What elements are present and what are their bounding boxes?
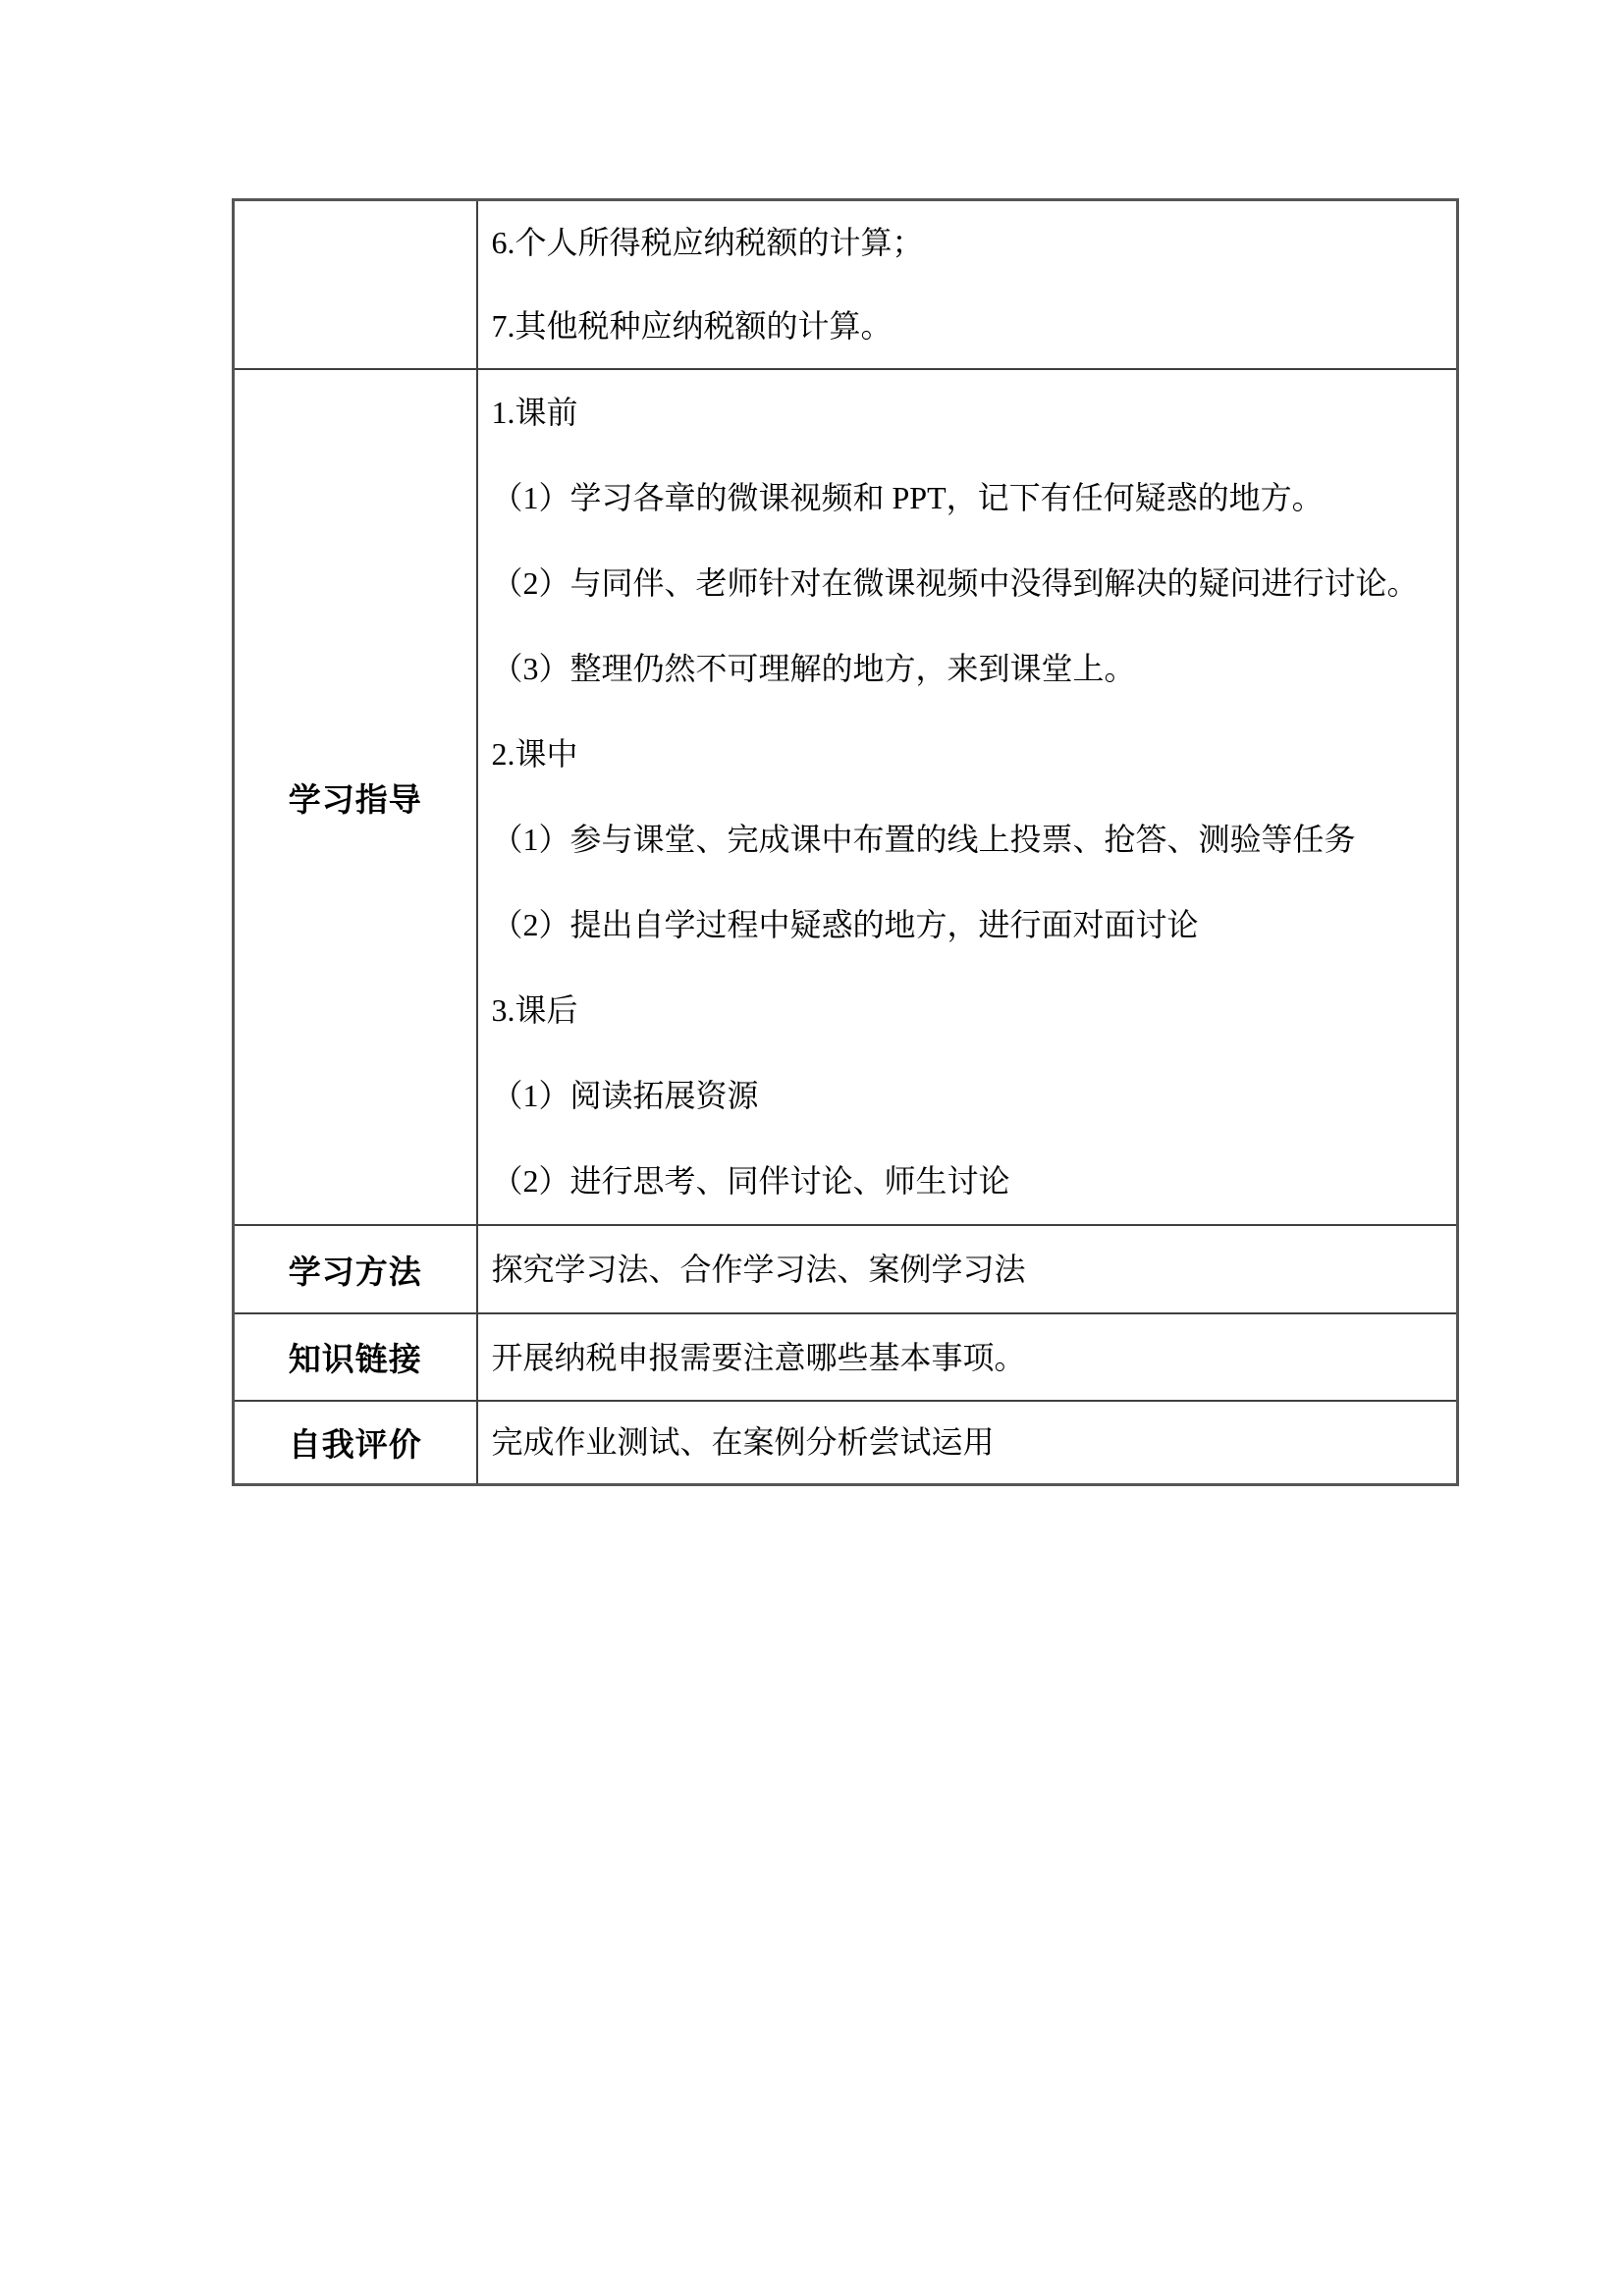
row-label: 自我评价 xyxy=(288,1427,422,1464)
content-lines xyxy=(492,370,1451,1224)
row-label: 学习指导 xyxy=(288,782,422,819)
row-content-cell xyxy=(477,1225,1458,1313)
table-row-study-guidance xyxy=(234,369,1458,1225)
row-content-cell xyxy=(477,200,1458,370)
row-content-cell xyxy=(477,1401,1458,1484)
content-line: 6.个人所得税应纳税额的计算； xyxy=(491,225,924,260)
content-line: （3）整理仍然不可理解的地方，来到课堂上。 xyxy=(491,651,1136,686)
table-row-knowledge-links xyxy=(234,1313,1458,1401)
row-label-cell xyxy=(234,1225,477,1313)
row-content-cell xyxy=(477,369,1458,1225)
content-line: （1）参与课堂、完成课中布置的线上投票、抢答、测验等任务 xyxy=(491,822,1356,857)
row-label-cell xyxy=(234,369,477,1225)
row-label-cell xyxy=(234,1401,477,1484)
content-line: 1.课前 xyxy=(491,395,578,430)
row-content-cell xyxy=(477,1313,1458,1401)
content-line: （2）与同伴、老师针对在微课视频中没得到解决的疑问进行讨论。 xyxy=(491,565,1419,601)
study-guide-table xyxy=(232,198,1459,1486)
row-label-cell-empty xyxy=(234,200,477,370)
row-label: 学习方法 xyxy=(288,1255,422,1291)
content-line: （2）提出自学过程中疑惑的地方，进行面对面讨论 xyxy=(491,907,1199,942)
content-line: 3.课后 xyxy=(491,992,578,1028)
table-row-continued xyxy=(234,200,1458,370)
row-label: 知识链接 xyxy=(288,1343,422,1378)
table-row-self-evaluation xyxy=(234,1401,1458,1484)
content-lines xyxy=(492,201,1451,368)
content-line: （1）学习各章的微课视频和 PPT，记下有任何疑惑的地方。 xyxy=(491,480,1324,515)
content-line: （1）阅读拓展资源 xyxy=(491,1078,759,1113)
content-line: 完成作业测试、在案例分析尝试运用 xyxy=(491,1424,995,1461)
table-row-study-methods xyxy=(234,1225,1458,1313)
content-line: 2.课中 xyxy=(491,736,578,772)
content-line: 探究学习法、合作学习法、案例学习法 xyxy=(491,1252,1026,1287)
content-line: 7.其他税种应纳税额的计算。 xyxy=(491,308,893,344)
row-label-cell xyxy=(234,1313,477,1401)
content-line: 开展纳税申报需要注意哪些基本事项。 xyxy=(491,1339,1026,1375)
content-line: （2）进行思考、同伴讨论、师生讨论 xyxy=(491,1163,1010,1199)
